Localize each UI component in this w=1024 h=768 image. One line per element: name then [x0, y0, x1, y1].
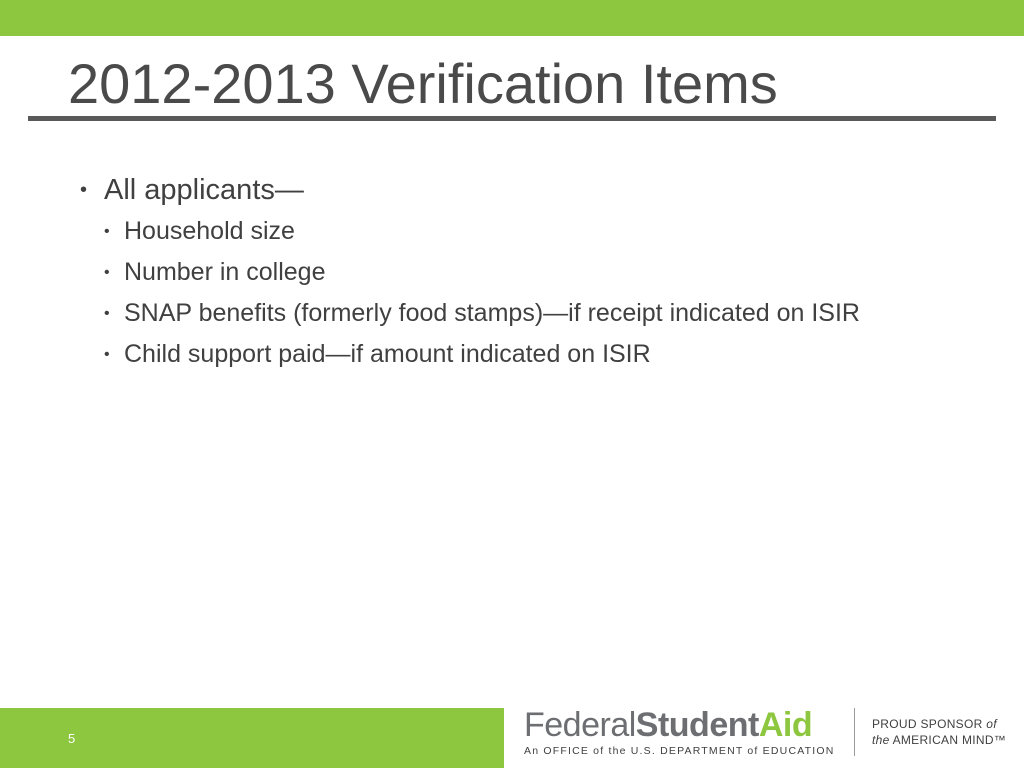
- tagline-text: PROUD SPONSOR: [872, 717, 987, 731]
- sub-bullet-item: [80, 255, 880, 290]
- logo-divider: [854, 708, 855, 756]
- sub-bullet-dot: •: [104, 264, 110, 281]
- sub-bullet-text: SNAP benefits (formerly food stamps)—if receipt indicated on ISIR: [124, 299, 860, 327]
- sponsor-tagline: [872, 716, 1006, 748]
- sub-bullet-item: [80, 214, 880, 249]
- page-number: 5: [68, 731, 76, 746]
- bullet-all-applicants: [80, 170, 880, 210]
- footer-accent-bar: [0, 708, 504, 768]
- federal-student-aid-logo: [524, 706, 844, 758]
- logo-aid: Aid: [758, 706, 813, 744]
- sub-bullet-list: [80, 214, 880, 372]
- sub-bullet-dot: •: [104, 305, 110, 322]
- tagline-italic: of: [986, 717, 997, 731]
- sub-bullet-item: [80, 337, 880, 372]
- bullet-dot: •: [80, 179, 88, 201]
- tagline-line-2: [872, 732, 1006, 748]
- sub-bullet-text: Household size: [124, 217, 295, 245]
- logo-subtitle: An OFFICE of the U.S. DEPARTMENT of EDUCATION: [524, 745, 835, 757]
- bullet-text: All applicants—: [104, 174, 304, 206]
- sub-bullet-text: Child support paid—if amount indicated on ISIR: [124, 340, 651, 368]
- slide-title: 2012-2013 Verification Items: [68, 52, 778, 115]
- slide-content: [80, 170, 880, 378]
- logo-student: Student: [635, 706, 759, 744]
- sub-bullet-item: [80, 296, 880, 331]
- sub-bullet-text: Number in college: [124, 258, 326, 286]
- tagline-line-1: [872, 716, 1006, 732]
- tagline-text: AMERICAN MIND™: [889, 733, 1007, 747]
- tagline-italic: the: [872, 733, 890, 747]
- logo-federal: Federal: [524, 706, 636, 744]
- top-accent-bar: [0, 0, 1024, 36]
- logo-wordmark: [524, 706, 844, 744]
- sub-bullet-dot: •: [104, 223, 110, 240]
- title-underline: [28, 116, 996, 121]
- sub-bullet-dot: •: [104, 346, 110, 363]
